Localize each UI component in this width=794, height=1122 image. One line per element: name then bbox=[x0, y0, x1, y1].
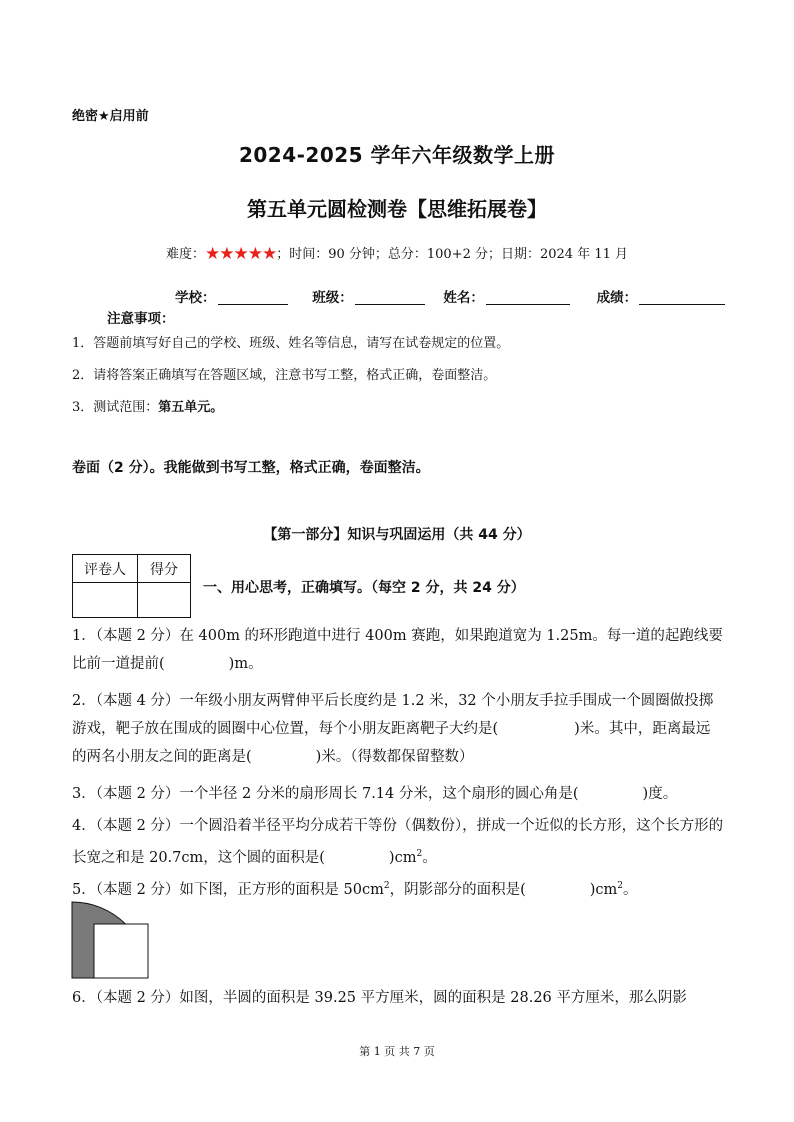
school-label: 学校： bbox=[175, 290, 216, 306]
question-3-end: )度。 bbox=[642, 786, 678, 802]
inner-square bbox=[94, 924, 148, 978]
section-title: 一、用心思考，正确填写。（每空 2 分，共 24 分） bbox=[203, 580, 525, 596]
neatness-note: 卷面（2 分）。我能做到书写工整，格式正确，卷面整洁。 bbox=[72, 460, 430, 476]
class-line[interactable] bbox=[355, 290, 425, 305]
notice-heading: 注意事项： bbox=[107, 311, 175, 327]
score-label: 成绩： bbox=[596, 290, 638, 306]
notice-item: 1．答题前填写好自己的学校、班级、姓名等信息，请写在试卷规定的位置。 bbox=[72, 336, 510, 351]
name-line[interactable] bbox=[486, 290, 570, 305]
question-5-end: 。 bbox=[623, 882, 638, 898]
difficulty-stars: ★★★★★ bbox=[205, 244, 277, 264]
name-label: 姓名： bbox=[443, 290, 484, 306]
notice-item3-scope: 第五单元。 bbox=[158, 400, 224, 415]
question-6: 6．（本题 2 分）如图，半圆的面积是 39.25 平方厘米，圆的面积是 28.26 平方厘米，那么阴影 bbox=[72, 990, 687, 1006]
exam-meta bbox=[0, 243, 794, 264]
question-2 bbox=[72, 687, 724, 771]
question-1 bbox=[72, 622, 724, 678]
score-line[interactable] bbox=[639, 290, 725, 305]
question-3 bbox=[72, 780, 724, 808]
question-2-text: 2．（本题 4 分）一年级小朋友两臂伸平后长度约是 1.2 米，32 个小朋友手拉手围成一个圆圈做投掷游戏，靶子放在围成的圆圈中心位置，每个小朋友距离靶子大约是( bbox=[72, 693, 714, 737]
class-field[interactable] bbox=[312, 286, 425, 306]
student-fields bbox=[175, 286, 725, 306]
question-4-end: 。 bbox=[422, 850, 437, 866]
score-table bbox=[72, 554, 191, 618]
question-3-text: 3．（本题 2 分）一个半径 2 分米的扇形周长 7.14 分米，这个扇形的圆心角是( bbox=[72, 786, 579, 802]
question-1-end: )m。 bbox=[228, 656, 263, 672]
question-2-mid: )米。其中，距离最远的两名小朋友之间的距离是( bbox=[72, 721, 711, 765]
question-4-text: 4．（本题 2 分）一个圆沿着半径平均分成若干等份（偶数份），拼成一个近似的长方形，这个长方形的长宽之和是 20.7cm，这个圆的面积是( bbox=[72, 818, 724, 866]
reviewer-header: 评卷人 bbox=[73, 555, 138, 583]
school-line[interactable] bbox=[218, 290, 288, 305]
question-4-sup: 2 bbox=[416, 849, 423, 859]
question-5-mid: ，阴影部分的面积是( bbox=[389, 882, 526, 898]
secret-label: 绝密★启用前 bbox=[72, 109, 149, 124]
exam-info: ；时间：90 分钟；总分：100+2 分；日期：2024 年 11 月 bbox=[276, 247, 629, 262]
question-5-sup: 2 bbox=[617, 881, 624, 891]
notice-item bbox=[72, 396, 223, 415]
name-field[interactable] bbox=[443, 286, 570, 306]
question-5-sup: 2 bbox=[383, 881, 390, 891]
question-1-text: 1．（本题 2 分）在 400m 的环形跑道中进行 400m 赛跑，如果跑道宽为 1.25m。每一道的起跑线要比前一道提前( bbox=[72, 628, 723, 672]
page-number: 第 1 页 共 7 页 bbox=[359, 1045, 435, 1058]
class-label: 班级： bbox=[312, 290, 353, 306]
notice-item3-prefix: 3．测试范围： bbox=[72, 400, 159, 415]
score-cell[interactable] bbox=[138, 583, 191, 618]
question-5-unit: )cm bbox=[589, 882, 618, 898]
part-title: 【第一部分】知识与巩固运用（共 44 分） bbox=[263, 527, 531, 543]
score-header: 得分 bbox=[138, 555, 191, 583]
score-field[interactable] bbox=[597, 286, 726, 306]
school-field[interactable] bbox=[175, 286, 288, 306]
exam-title: 2024-2025 学年六年级数学上册 bbox=[238, 143, 556, 167]
exam-subtitle: 第五单元圆检测卷【思维拓展卷】 bbox=[247, 197, 547, 221]
notice-item: 2．请将答案正确填写在答题区域，注意书写工整，格式正确，卷面整洁。 bbox=[72, 368, 497, 383]
reviewer-cell[interactable] bbox=[73, 583, 138, 618]
question-5 bbox=[72, 872, 724, 904]
question-4-unit: )cm bbox=[388, 850, 417, 866]
question-2-end: )米。（得数都保留整数） bbox=[315, 749, 474, 765]
quarter-circle-figure bbox=[71, 901, 149, 979]
question-5-text: 5．（本题 2 分）如下图，正方形的面积是 50cm bbox=[72, 882, 384, 898]
question-4 bbox=[72, 812, 724, 872]
difficulty-label: 难度： bbox=[165, 247, 205, 262]
